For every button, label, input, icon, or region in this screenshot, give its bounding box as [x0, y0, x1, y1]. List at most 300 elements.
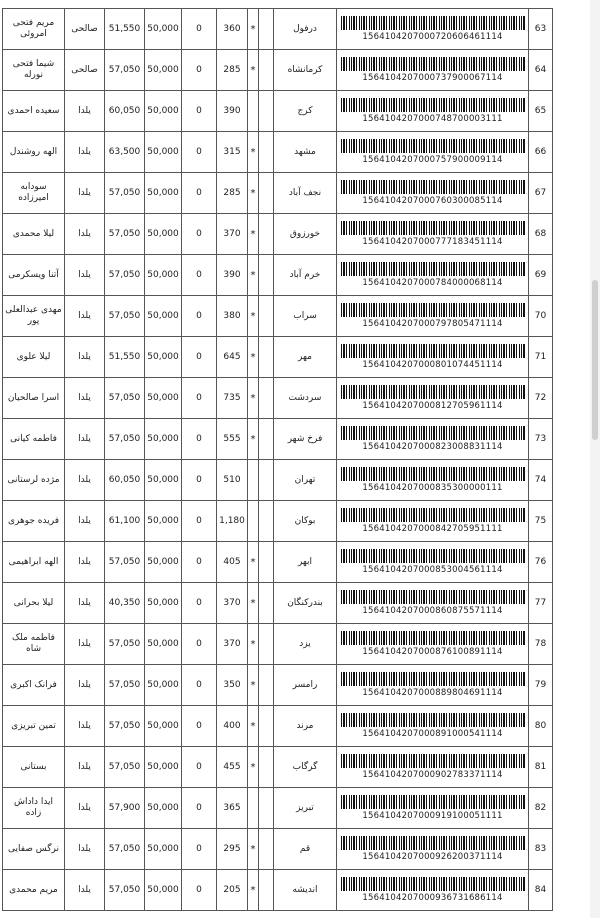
barcode-graphic: [341, 180, 525, 194]
base-cost-cell: 50,000: [145, 214, 182, 255]
base-cost-cell: 50,000: [145, 132, 182, 173]
city-cell: نجف آباد: [274, 173, 337, 214]
recipient-name-cell: الهه روشندل: [3, 132, 65, 173]
row-number-cell: 77: [529, 583, 553, 624]
barcode-cell: [337, 50, 529, 91]
base-cost-cell: 50,000: [145, 255, 182, 296]
row-number-cell: 84: [529, 870, 553, 911]
total-cost-cell: 60,050: [105, 460, 145, 501]
barcode-number: 1564104207000919100051111: [362, 811, 503, 821]
extra-cost-cell: 0: [182, 870, 217, 911]
total-cost-cell: 57,050: [105, 706, 145, 747]
sender-cell: یلدا: [65, 419, 105, 460]
table-row: [3, 91, 553, 132]
sender-cell: یلدا: [65, 214, 105, 255]
total-cost-cell: 57,050: [105, 214, 145, 255]
flag-cell: *: [248, 665, 259, 706]
recipient-name-cell: لیلا علوی: [3, 337, 65, 378]
city-cell: یزد: [274, 624, 337, 665]
empty-cell: [259, 665, 274, 706]
row-number-cell: 66: [529, 132, 553, 173]
recipient-name-cell: الهه ابراهیمی: [3, 542, 65, 583]
weight-cell: 295: [217, 829, 248, 870]
weight-cell: 285: [217, 50, 248, 91]
row-number-cell: 72: [529, 378, 553, 419]
flag-cell: [248, 460, 259, 501]
extra-cost-cell: 0: [182, 788, 217, 829]
sender-cell: یلدا: [65, 460, 105, 501]
barcode-graphic: [341, 631, 525, 645]
weight-cell: 315: [217, 132, 248, 173]
flag-cell: [248, 501, 259, 542]
empty-cell: [259, 255, 274, 296]
row-number-cell: 81: [529, 747, 553, 788]
weight-cell: 405: [217, 542, 248, 583]
barcode-graphic: [341, 139, 525, 153]
city-cell: ابهر: [274, 542, 337, 583]
city-cell: مهر: [274, 337, 337, 378]
total-cost-cell: 51,550: [105, 9, 145, 50]
weight-cell: 390: [217, 255, 248, 296]
shipments-table: [2, 8, 553, 911]
recipient-name-cell: نرگس صفایی: [3, 829, 65, 870]
empty-cell: [259, 747, 274, 788]
base-cost-cell: 50,000: [145, 173, 182, 214]
extra-cost-cell: 0: [182, 419, 217, 460]
weight-cell: 735: [217, 378, 248, 419]
table-row: [3, 501, 553, 542]
barcode-graphic: [341, 98, 525, 112]
barcode-number: 1564104207000926200371114: [362, 852, 503, 862]
barcode-cell: [337, 706, 529, 747]
barcode-number: 1564104207000889804691114: [362, 688, 503, 698]
base-cost-cell: 50,000: [145, 9, 182, 50]
sender-cell: یلدا: [65, 501, 105, 542]
sender-cell: یلدا: [65, 378, 105, 419]
extra-cost-cell: 0: [182, 624, 217, 665]
row-number-cell: 63: [529, 9, 553, 50]
sender-cell: یلدا: [65, 255, 105, 296]
empty-cell: [259, 50, 274, 91]
sender-cell: یلدا: [65, 870, 105, 911]
total-cost-cell: 60,050: [105, 91, 145, 132]
empty-cell: [259, 501, 274, 542]
barcode-cell: [337, 665, 529, 706]
recipient-name-cell: فاطمه کیانی: [3, 419, 65, 460]
recipient-name-cell: آتنا ویسکرمی: [3, 255, 65, 296]
flag-cell: *: [248, 50, 259, 91]
flag-cell: *: [248, 214, 259, 255]
city-cell: کرمانشاه: [274, 50, 337, 91]
barcode-cell: [337, 9, 529, 50]
recipient-name-cell: مهدی عبدالعلی پور: [3, 296, 65, 337]
base-cost-cell: 50,000: [145, 50, 182, 91]
weight-cell: 365: [217, 788, 248, 829]
city-cell: گرگاب: [274, 747, 337, 788]
row-number-cell: 83: [529, 829, 553, 870]
total-cost-cell: 57,050: [105, 665, 145, 706]
recipient-name-cell: تمین تبریزی: [3, 706, 65, 747]
empty-cell: [259, 583, 274, 624]
barcode-graphic: [341, 303, 525, 317]
barcode-cell: [337, 91, 529, 132]
row-number-cell: 75: [529, 501, 553, 542]
barcode-cell: [337, 829, 529, 870]
flag-cell: [248, 788, 259, 829]
barcode-graphic: [341, 713, 525, 727]
recipient-name-cell: اسرا صالحیان: [3, 378, 65, 419]
recipient-name-cell: فریده جوهری: [3, 501, 65, 542]
base-cost-cell: 50,000: [145, 747, 182, 788]
row-number-cell: 70: [529, 296, 553, 337]
table-row: [3, 50, 553, 91]
weight-cell: 390: [217, 91, 248, 132]
barcode-number: 1564104207000720606461114: [362, 32, 503, 42]
sender-cell: صالحی: [65, 50, 105, 91]
total-cost-cell: 57,050: [105, 378, 145, 419]
base-cost-cell: 50,000: [145, 829, 182, 870]
barcode-cell: [337, 624, 529, 665]
table-row: [3, 419, 553, 460]
flag-cell: *: [248, 870, 259, 911]
city-cell: رامسر: [274, 665, 337, 706]
extra-cost-cell: 0: [182, 9, 217, 50]
extra-cost-cell: 0: [182, 829, 217, 870]
total-cost-cell: 57,050: [105, 870, 145, 911]
barcode-cell: [337, 173, 529, 214]
table-row: [3, 132, 553, 173]
barcode-number: 1564104207000936731686114: [362, 893, 503, 903]
barcode-graphic: [341, 508, 525, 522]
barcode-cell: [337, 214, 529, 255]
sender-cell: یلدا: [65, 337, 105, 378]
empty-cell: [259, 132, 274, 173]
barcode-graphic: [341, 590, 525, 604]
barcode-number: 1564104207000902783371114: [362, 770, 503, 780]
total-cost-cell: 57,050: [105, 173, 145, 214]
total-cost-cell: 57,050: [105, 747, 145, 788]
city-cell: کرج: [274, 91, 337, 132]
city-cell: بندرکنگان: [274, 583, 337, 624]
total-cost-cell: 51,550: [105, 337, 145, 378]
flag-cell: *: [248, 296, 259, 337]
sender-cell: یلدا: [65, 583, 105, 624]
empty-cell: [259, 870, 274, 911]
row-number-cell: 79: [529, 665, 553, 706]
extra-cost-cell: 0: [182, 706, 217, 747]
barcode-graphic: [341, 877, 525, 891]
empty-cell: [259, 542, 274, 583]
extra-cost-cell: 0: [182, 91, 217, 132]
table-row: [3, 460, 553, 501]
flag-cell: *: [248, 747, 259, 788]
extra-cost-cell: 0: [182, 337, 217, 378]
barcode-number: 1564104207000812705961114: [362, 401, 503, 411]
barcode-graphic: [341, 262, 525, 276]
base-cost-cell: 50,000: [145, 460, 182, 501]
flag-cell: *: [248, 829, 259, 870]
sender-cell: یلدا: [65, 542, 105, 583]
sender-cell: یلدا: [65, 706, 105, 747]
total-cost-cell: 57,900: [105, 788, 145, 829]
base-cost-cell: 50,000: [145, 665, 182, 706]
table-row: [3, 214, 553, 255]
sender-cell: یلدا: [65, 788, 105, 829]
barcode-number: 1564104207000777183451114: [362, 237, 503, 247]
flag-cell: *: [248, 173, 259, 214]
row-number-cell: 78: [529, 624, 553, 665]
flag-cell: *: [248, 706, 259, 747]
row-number-cell: 67: [529, 173, 553, 214]
barcode-number: 1564104207000757900009114: [362, 155, 503, 165]
barcode-graphic: [341, 795, 525, 809]
barcode-graphic: [341, 344, 525, 358]
row-number-cell: 74: [529, 460, 553, 501]
weight-cell: 350: [217, 665, 248, 706]
weight-cell: 205: [217, 870, 248, 911]
barcode-cell: [337, 460, 529, 501]
sender-cell: یلدا: [65, 829, 105, 870]
extra-cost-cell: 0: [182, 214, 217, 255]
total-cost-cell: 57,050: [105, 50, 145, 91]
barcode-cell: [337, 255, 529, 296]
recipient-name-cell: سودابه امیرزاده: [3, 173, 65, 214]
weight-cell: 400: [217, 706, 248, 747]
empty-cell: [259, 829, 274, 870]
empty-cell: [259, 706, 274, 747]
recipient-name-cell: لیلا بحرانی: [3, 583, 65, 624]
city-cell: اندیشه: [274, 870, 337, 911]
extra-cost-cell: 0: [182, 173, 217, 214]
barcode-number: 1564104207000801074451114: [362, 360, 503, 370]
empty-cell: [259, 91, 274, 132]
recipient-name-cell: شیما فتحی نورله: [3, 50, 65, 91]
row-number-cell: 82: [529, 788, 553, 829]
row-number-cell: 65: [529, 91, 553, 132]
barcode-graphic: [341, 221, 525, 235]
barcode-graphic: [341, 385, 525, 399]
weight-cell: 380: [217, 296, 248, 337]
barcode-cell: [337, 419, 529, 460]
sender-cell: یلدا: [65, 132, 105, 173]
base-cost-cell: 50,000: [145, 419, 182, 460]
extra-cost-cell: 0: [182, 583, 217, 624]
barcode-graphic: [341, 467, 525, 481]
barcode-number: 1564104207000891000541114: [362, 729, 503, 739]
barcode-number: 1564104207000760300085114: [362, 196, 503, 206]
extra-cost-cell: 0: [182, 296, 217, 337]
row-number-cell: 76: [529, 542, 553, 583]
weight-cell: 455: [217, 747, 248, 788]
table-row: [3, 542, 553, 583]
empty-cell: [259, 419, 274, 460]
total-cost-cell: 57,050: [105, 255, 145, 296]
total-cost-cell: 57,050: [105, 542, 145, 583]
recipient-name-cell: فاطمه ملک شاه: [3, 624, 65, 665]
flag-cell: *: [248, 419, 259, 460]
flag-cell: *: [248, 132, 259, 173]
flag-cell: *: [248, 542, 259, 583]
extra-cost-cell: 0: [182, 378, 217, 419]
flag-cell: *: [248, 624, 259, 665]
recipient-name-cell: مژده لرستانی: [3, 460, 65, 501]
barcode-cell: [337, 747, 529, 788]
total-cost-cell: 61,100: [105, 501, 145, 542]
sender-cell: یلدا: [65, 173, 105, 214]
city-cell: سراب: [274, 296, 337, 337]
barcode-number: 1564104207000853004561114: [362, 565, 503, 575]
barcode-graphic: [341, 57, 525, 71]
city-cell: فرخ شهر: [274, 419, 337, 460]
base-cost-cell: 50,000: [145, 542, 182, 583]
empty-cell: [259, 624, 274, 665]
city-cell: سردشت: [274, 378, 337, 419]
barcode-cell: [337, 378, 529, 419]
table-row: [3, 788, 553, 829]
barcode-cell: [337, 501, 529, 542]
row-number-cell: 64: [529, 50, 553, 91]
base-cost-cell: 50,000: [145, 91, 182, 132]
row-number-cell: 71: [529, 337, 553, 378]
row-number-cell: 73: [529, 419, 553, 460]
recipient-name-cell: فرانک اکبری: [3, 665, 65, 706]
row-number-cell: 80: [529, 706, 553, 747]
barcode-cell: [337, 583, 529, 624]
table-row: [3, 829, 553, 870]
row-number-cell: 69: [529, 255, 553, 296]
empty-cell: [259, 173, 274, 214]
barcode-number: 1564104207000784000068114: [362, 278, 503, 288]
total-cost-cell: 57,050: [105, 829, 145, 870]
barcode-cell: [337, 788, 529, 829]
base-cost-cell: 50,000: [145, 583, 182, 624]
extra-cost-cell: 0: [182, 501, 217, 542]
total-cost-cell: 57,050: [105, 624, 145, 665]
table-row: [3, 337, 553, 378]
flag-cell: *: [248, 378, 259, 419]
barcode-graphic: [341, 16, 525, 30]
recipient-name-cell: بستانی: [3, 747, 65, 788]
table-row: [3, 173, 553, 214]
extra-cost-cell: 0: [182, 747, 217, 788]
sender-cell: یلدا: [65, 747, 105, 788]
table-row: [3, 378, 553, 419]
flag-cell: [248, 91, 259, 132]
barcode-graphic: [341, 836, 525, 850]
sender-cell: صالحی: [65, 9, 105, 50]
empty-cell: [259, 9, 274, 50]
total-cost-cell: 57,050: [105, 419, 145, 460]
table-row: [3, 706, 553, 747]
extra-cost-cell: 0: [182, 542, 217, 583]
base-cost-cell: 50,000: [145, 624, 182, 665]
city-cell: تهران: [274, 460, 337, 501]
total-cost-cell: 57,050: [105, 296, 145, 337]
weight-cell: 645: [217, 337, 248, 378]
empty-cell: [259, 460, 274, 501]
barcode-graphic: [341, 754, 525, 768]
barcode-graphic: [341, 549, 525, 563]
weight-cell: 510: [217, 460, 248, 501]
barcode-number: 1564104207000737900067114: [362, 73, 503, 83]
weight-cell: 1,180: [217, 501, 248, 542]
barcode-number: 1564104207000748700003111: [362, 114, 503, 124]
base-cost-cell: 50,000: [145, 296, 182, 337]
table-row: [3, 747, 553, 788]
table-row: [3, 583, 553, 624]
barcode-number: 1564104207000835300000111: [362, 483, 503, 493]
flag-cell: *: [248, 9, 259, 50]
empty-cell: [259, 296, 274, 337]
scrollbar-track[interactable]: [590, 0, 600, 918]
empty-cell: [259, 378, 274, 419]
sender-cell: یلدا: [65, 296, 105, 337]
barcode-graphic: [341, 426, 525, 440]
barcode-cell: [337, 542, 529, 583]
weight-cell: 360: [217, 9, 248, 50]
total-cost-cell: 63,500: [105, 132, 145, 173]
city-cell: مرند: [274, 706, 337, 747]
total-cost-cell: 40,350: [105, 583, 145, 624]
base-cost-cell: 50,000: [145, 870, 182, 911]
city-cell: بوکان: [274, 501, 337, 542]
base-cost-cell: 50,000: [145, 706, 182, 747]
extra-cost-cell: 0: [182, 460, 217, 501]
flag-cell: *: [248, 255, 259, 296]
flag-cell: *: [248, 337, 259, 378]
table-row: [3, 9, 553, 50]
flag-cell: *: [248, 583, 259, 624]
extra-cost-cell: 0: [182, 50, 217, 91]
base-cost-cell: 50,000: [145, 378, 182, 419]
extra-cost-cell: 0: [182, 665, 217, 706]
empty-cell: [259, 337, 274, 378]
table-row: [3, 296, 553, 337]
barcode-number: 1564104207000823008831114: [362, 442, 503, 452]
city-cell: مشهد: [274, 132, 337, 173]
sender-cell: یلدا: [65, 665, 105, 706]
sender-cell: یلدا: [65, 624, 105, 665]
extra-cost-cell: 0: [182, 132, 217, 173]
table-row: [3, 624, 553, 665]
barcode-number: 1564104207000860875571114: [362, 606, 503, 616]
base-cost-cell: 50,000: [145, 501, 182, 542]
empty-cell: [259, 788, 274, 829]
weight-cell: 370: [217, 214, 248, 255]
barcode-number: 1564104207000876100891114: [362, 647, 503, 657]
city-cell: قم: [274, 829, 337, 870]
weight-cell: 370: [217, 583, 248, 624]
city-cell: تبریز: [274, 788, 337, 829]
city-cell: خورزوق: [274, 214, 337, 255]
barcode-number: 1564104207000842705951111: [362, 524, 503, 534]
city-cell: درفول: [274, 9, 337, 50]
weight-cell: 370: [217, 624, 248, 665]
weight-cell: 555: [217, 419, 248, 460]
weight-cell: 285: [217, 173, 248, 214]
sender-cell: یلدا: [65, 91, 105, 132]
scrollbar-thumb[interactable]: [592, 280, 598, 440]
barcode-cell: [337, 132, 529, 173]
city-cell: خرم آباد: [274, 255, 337, 296]
extra-cost-cell: 0: [182, 255, 217, 296]
table-row: [3, 665, 553, 706]
base-cost-cell: 50,000: [145, 788, 182, 829]
empty-cell: [259, 214, 274, 255]
recipient-name-cell: لیلا محمدی: [3, 214, 65, 255]
recipient-name-cell: مریم محمدی: [3, 870, 65, 911]
barcode-cell: [337, 296, 529, 337]
